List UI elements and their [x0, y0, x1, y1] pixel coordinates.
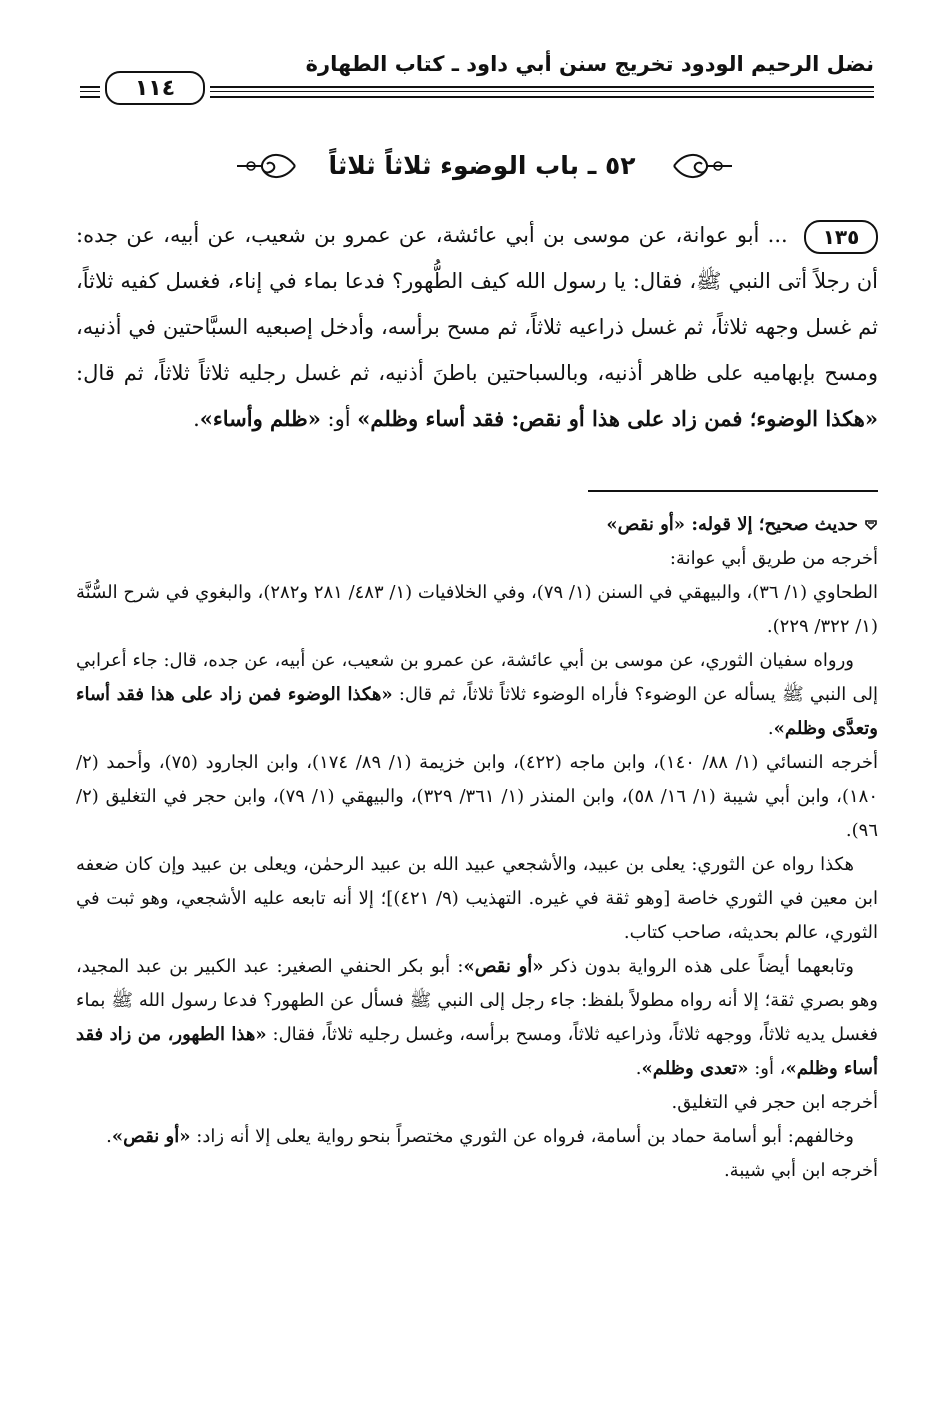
hadith-quote-alt: «ظلم وأساء»: [199, 406, 321, 431]
hadith-text: [76, 212, 878, 442]
commentary: [76, 508, 878, 1188]
note-paragraph: أخرجه ابن حجر في التغليق.: [671, 1092, 878, 1113]
hadith-quote: «هكذا الوضوء؛ فمن زاد على هذا أو نقص: فقد أساء وظلم»: [357, 406, 878, 431]
note-paragraph: أخرجه ابن أبي شيبة.: [723, 1160, 878, 1181]
note-paragraph: الطحاوي (١/ ٣٦)، والبيهقي في السنن (١/ ٧٩)، وفي الخلافيات (١/ ٤٨٣/ ٢٨١ و٢٨٢)، والبغوي في شرح السُّنَّة (١/ ٣٢٢/ ٢٢٩).: [76, 582, 878, 637]
note-text: وتابعهما أيضاً على هذه الرواية بدون ذكر: [550, 956, 854, 977]
note-text: .: [767, 718, 774, 739]
footnote-divider: [588, 490, 878, 492]
note-quote: «تعدى وظلم»: [641, 1058, 749, 1079]
note-text: وخالفهم: أبو أسامة حماد بن أسامة، فرواه عن الثوري مختصراً بنحو رواية يعلى إلا أنه زاد:: [196, 1126, 854, 1147]
note-text: ، أو:: [754, 1058, 786, 1079]
page-number-badge: [100, 70, 210, 106]
hadith-body: ... أبو عوانة، عن موسى بن أبي عائشة، عن عمرو بن شعيب، عن أبيه، عن جده: أن رجلاً أتى النبي ﷺ، فقال: يا رسول الله كيف الطُّهور؟ فدعا بماء في إناء، فغسل كفيه ثلاثاً، ثم غسل وجهه ثلاثاً، ثم غسل ذراعيه ثلاثاً، ثم مسح برأسه، وأدخل إصبعيه السبَّاحتين في أذنيه، ومسح بإبهاميه على ظاهر أذنيه، وبالسباحتين باطنَ أذنيه، ثم غسل رجليه ثلاثاً ثلاثاً، ثم قال:: [76, 223, 878, 385]
note-paragraph: [76, 1120, 878, 1154]
hadith-number: ١٣٥: [804, 220, 878, 254]
verdict-text: حديث صحيح؛ إلا قوله: «أو نقص»: [606, 514, 858, 535]
note-paragraph: [76, 644, 878, 746]
verdict-line: [76, 508, 878, 542]
verdict-marker-icon: [864, 518, 878, 532]
page-number: ١١٤: [134, 75, 176, 101]
note-paragraph: أخرجه النسائي (١/ ٨٨/ ١٤٠)، وابن ماجه (٤٢٢)، وابن خزيمة (١/ ٨٩/ ١٧٤)، وابن الجارود (٧٥)، وأحمد (٢/ ١٨٠)، وابن أبي شيبة (١/ ١٦/ ٥٨)، وابن المنذر (١/ ٣٦١/ ٣٢٩)، والبيهقي (١/ ٧٩)، وابن حجر في التغليق (٢/ ٩٦).: [76, 752, 879, 841]
note-text: ورواه سفيان الثوري، عن موسى بن أبي عائشة، عن عمرو بن شعيب، عن أبيه، عن جده، قال: جاء أعرابي إلى النبي ﷺ يسأله عن الوضوء؟ فأراه الوضوء ثلاثاً ثلاثاً، ثم قال:: [76, 650, 878, 705]
note-quote: «هكذا الوضوء فمن زاد على هذا فقد أساء وتعدَّى وظلم»: [76, 684, 878, 739]
note-quote: «أو نقص»: [463, 956, 544, 977]
note-paragraph: [76, 950, 878, 1086]
note-paragraph: أخرجه من طريق أبي عوانة:: [669, 548, 878, 569]
chapter-title: ٥٢ ـ باب الوضوء ثلاثاً ثلاثاً: [328, 150, 636, 180]
note-quote: «أو نقص»: [111, 1126, 191, 1147]
note-text: : أبو بكر الحنفي الصغير: عبد الكبير بن عبد المجيد، وهو بصري ثقة؛ إلا أنه رواه مطولاً بلفظ: جاء رجل إلى النبي ﷺ فسأل عن الطهور؟ فدعا رسول الله ﷺ بماء فغسل يديه ثلاثاً، ووجهه ثلاثاً، وذراعيه ثلاثاً، ومسح برأسه، وغسل رجليه ثلاثاً، فقال:: [76, 956, 878, 1045]
running-header: نضل الرحيم الودود تخريج سنن أبي داود ـ كتاب الطهارة: [305, 52, 874, 76]
note-text: .: [635, 1058, 642, 1079]
note-paragraph: هكذا رواه عن الثوري: يعلى بن عبيد، والأشجعي عبيد الله بن عبيد الرحمٰن، ويعلى بن عبيد وإن كان ضعفه ابن معين في الثوري خاصة [وهو ثقة في غيره. التهذيب (٩/ ٤٢١)]؛ إلا أنه تابعه عليه الأشجعي، وهو ثبت في الثوري، عالم بحديثه، صاحب كتاب.: [76, 854, 879, 943]
note-text: .: [106, 1126, 112, 1147]
note-quote: «هذا الطهور، من زاد فقد أساء وظلم»: [76, 1024, 878, 1079]
hadith-connector: أو:: [327, 407, 351, 431]
hadith-end: .: [193, 407, 200, 431]
